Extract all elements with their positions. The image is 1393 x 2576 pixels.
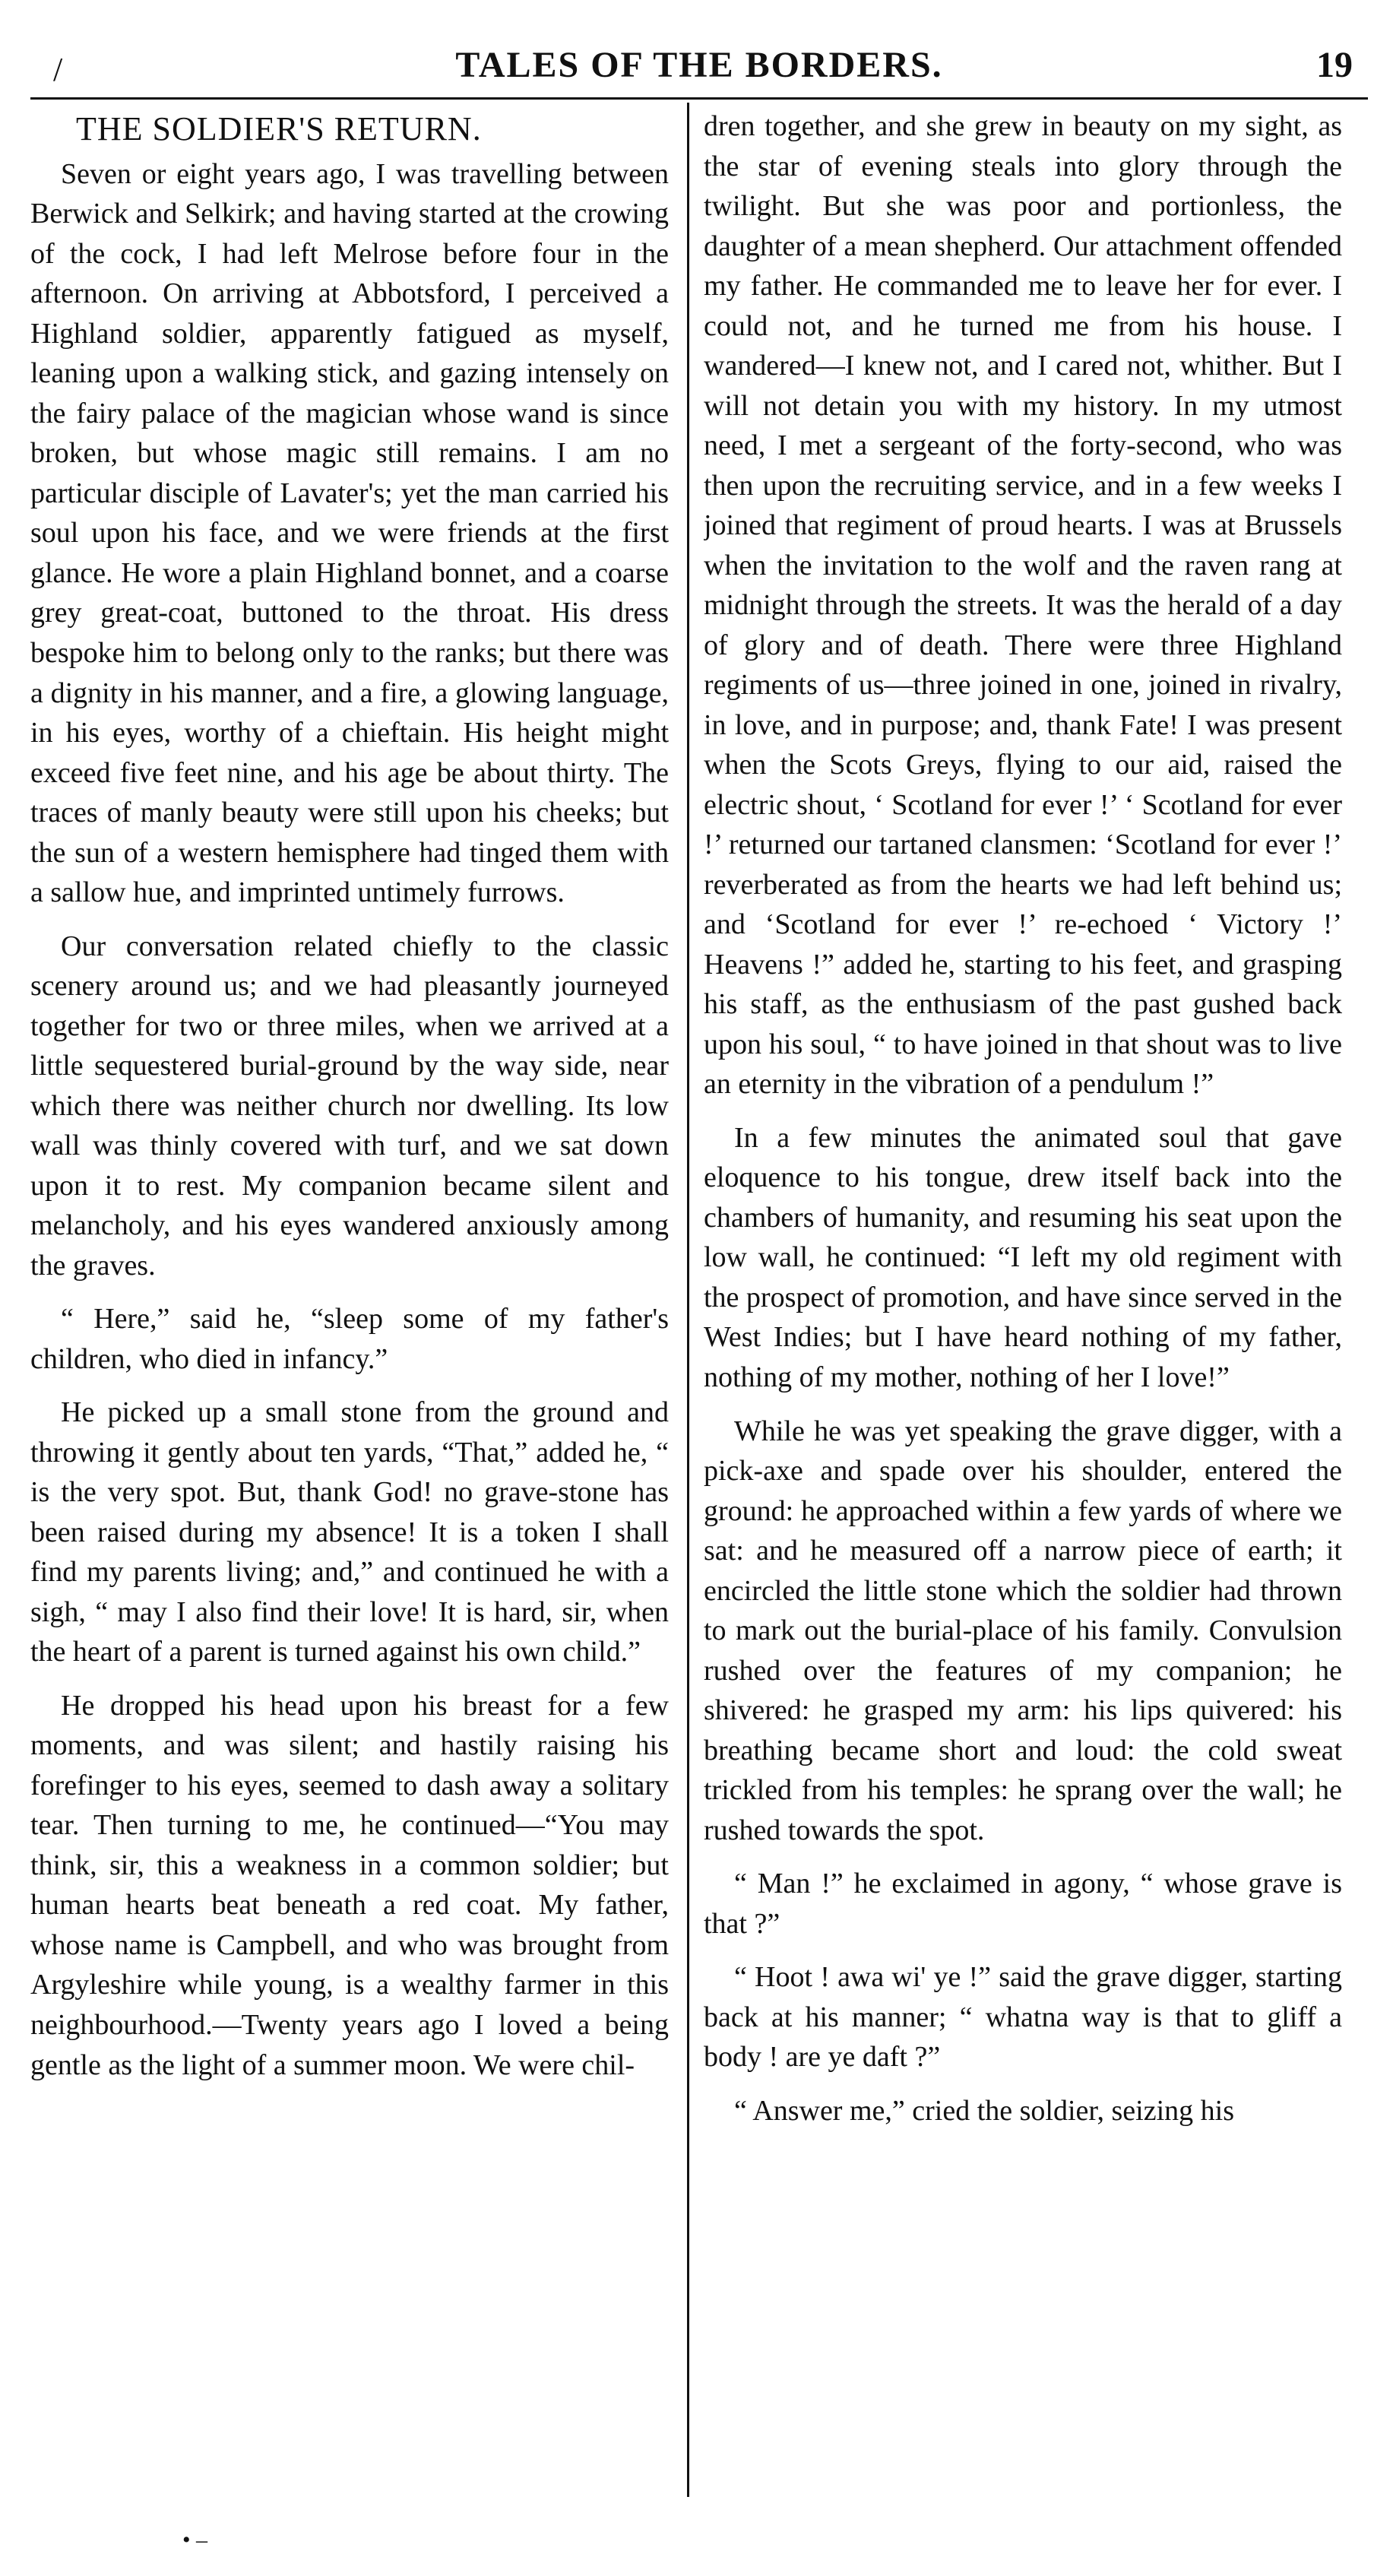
paragraph: dren together, and she grew in beauty on my sight, as the star of evening steals into glory through the twilight. But she was poor and portionless, the daughter of a mean shepherd. Our attachment offended my father. He commanded me to leave her for ever. I could not, and he turned me from his house. I wandered—I knew not, and I cared not, whither. But I will not detain you with my history. In my utmost need, I met a sergeant of the forty-second, who was then upon the recruiting service, and in a few weeks I joined that regiment of proud hearts. I was at Brussels when the invitation to the wolf and the raven rang at midnight through the streets. It was the herald of a day of glory and of death. There were three Highland regiments of us—three joined in one, joined in rivalry, in love, and in purpose; and, thank Fate! I was present when the Scots Greys, flying to our aid, raised the electric shout, ‘ Scotland for ever !’ ‘ Scotland for ever !’ returned our tartaned clansmen: ‘Scotland for ever !’ reverberated as from the hearts we had left behind us; and ‘Scotland for ever !’ re-echoed ‘ Victory !’ Heavens !” added he, starting to his feet, and grasping his staff, as the enthusiasm of the past gushed back upon his soul, “ to have joined in that shout was to live an eternity in the vibration of a pendulum !”: [704, 110, 1342, 1101]
paragraph: Seven or eight years ago, I was travelling between Berwick and Selkirk; and having started at the crowing of the cock, I had left Melrose before four in the afternoon. On arriving at Abbotsford, I perceived a Highland soldier, apparently fatigued as myself, leaning upon a walking stick, and gazing intensely on the fairy palace of the magician whose wand is since broken, but whose magic still remains. I am no particular disciple of Lavater's; yet the man carried his soul upon his face, and we were friends at the first glance. He wore a plain Highland bonnet, and a coarse grey great-coat, buttoned to the throat. His dress bespoke him to belong only to the ranks; but there was a dignity in his manner, and a fire, a glowing language, in his eyes, worthy of a chieftain. His height might exceed five feet nine, and his age be about thirty. The traces of manly beauty were still upon his cheeks; but the sun of a western hemisphere had tinged them with a sallow hue, and imprinted untimely furrows.: [30, 157, 669, 909]
left-column: [30, 106, 669, 2508]
running-title: TALES OF THE BORDERS.: [455, 45, 943, 85]
footer-mark: • –: [182, 2527, 208, 2552]
paragraph: He dropped his head upon his breast for a few moments, and was silent; and hastily raising his forefinger to his eyes, seemed to dash away a solitary tear. Then turning to me, he continued—“You may think, sir, this a weakness in a common soldier; but human hearts beat beneath a red coat. My father, whose name is Campbell, and who was brought from Argyleshire while young, is a wealthy farmer in this neighbourhood.—Twenty years ago I loved a being gentle as the light of a summer moon. We were chil-: [30, 1689, 669, 2081]
header-mark: /: [53, 51, 63, 88]
story-title: THE SOLDIER'S RETURN.: [76, 110, 482, 147]
paragraph: “ Answer me,” cried the soldier, seizing his: [734, 2094, 1235, 2127]
paragraph: “ Man !” he exclaimed in agony, “ whose grave is that ?”: [704, 1868, 1342, 1940]
paragraph: “ Here,” said he, “sleep some of my father's children, who died in infancy.”: [30, 1303, 669, 1375]
paragraph: He picked up a small stone from the ground and throwing it gently about ten yards, “That,” added he, “ is the very spot. But, thank God! no grave-stone has been raised during my absence! It is a token I shall find my parents living; and,” and continued he with a sigh, “ may I also find their love! It is hard, sir, when the heart of a parent is turned against his own child.”: [30, 1396, 669, 1668]
paragraph: While he was yet speaking the grave digger, with a pick-axe and spade over his shoulder, entered the ground: he approached within a few yards of where we sat: and he measured off a narrow piece of earth; it encircled the little stone which the soldier had thrown to mark out the burial-place of his family. Convulsion rushed over the features of my companion; he shivered: he grasped my arm: his lips quivered: his breathing became short and loud: the cold sweat trickled from his temples: he sprang over the wall; he rushed towards the spot.: [704, 1415, 1342, 1846]
paragraph: Our conversation related chiefly to the classic scenery around us; and we had pleasantly journeyed together for two or three miles, when we arrived at a little sequestered burial-ground by the way side, near which there was neither church nor dwelling. Its low wall was thinly covered with turf, and we sat down upon it to rest. My companion became silent and melancholy, and his eyes wandered anxiously among the graves.: [30, 930, 669, 1282]
paragraph: In a few minutes the animated soul that gave eloquence to his tongue, drew itself back into the chambers of humanity, and resuming his seat upon the low wall, he continued: “I left my old regiment with the prospect of promotion, and have since served in the West Indies; but I have heard nothing of my father, nothing of my mother, nothing of her I love!”: [704, 1121, 1342, 1393]
page-header: [30, 36, 1368, 100]
paragraph: “ Hoot ! awa wi' ye !” said the grave digger, starting back at his manner; “ whatna way is that to gliff a body ! are ye daft ?”: [704, 1961, 1342, 2074]
right-column: [704, 106, 1342, 2508]
page-number: 19: [1316, 45, 1353, 85]
column-divider: [687, 103, 689, 2497]
